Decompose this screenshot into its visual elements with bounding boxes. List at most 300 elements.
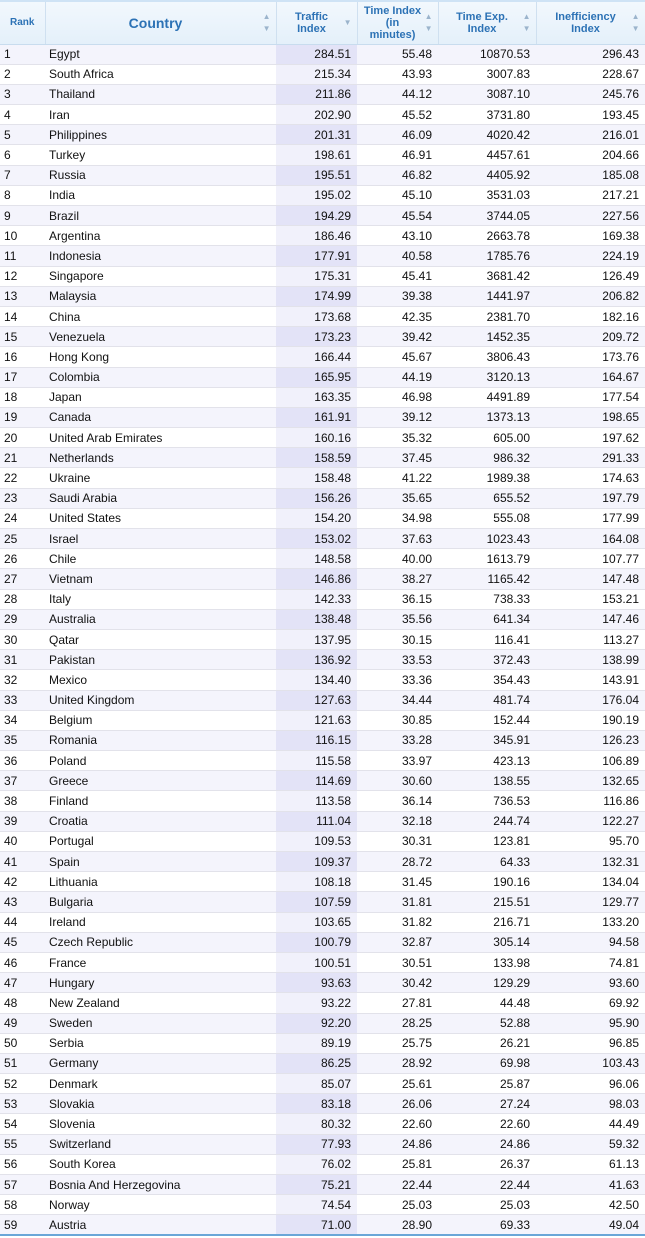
rank-cell: 29	[0, 609, 45, 629]
inefficiency-index-cell: 107.77	[536, 549, 645, 569]
traffic-index-cell: 156.26	[276, 488, 357, 508]
time-index-cell: 28.72	[357, 852, 438, 872]
time-exp-index-cell: 4491.89	[438, 387, 536, 407]
rank-cell: 16	[0, 347, 45, 367]
table-row	[0, 428, 645, 448]
rank-cell: 4	[0, 105, 45, 125]
table-row	[0, 246, 645, 266]
traffic-index-cell: 93.22	[276, 993, 357, 1013]
traffic-index-cell: 127.63	[276, 690, 357, 710]
traffic-index-cell: 100.79	[276, 932, 357, 952]
country-cell: United Kingdom	[45, 690, 276, 710]
time-exp-index-cell: 3087.10	[438, 84, 536, 104]
table-row	[0, 1175, 645, 1195]
rank-cell: 40	[0, 831, 45, 851]
time-index-cell: 46.91	[357, 145, 438, 165]
traffic-index-cell: 161.91	[276, 407, 357, 427]
traffic-index-cell: 76.02	[276, 1154, 357, 1174]
table-row	[0, 973, 645, 993]
traffic-index-cell: 175.31	[276, 266, 357, 286]
table-row	[0, 872, 645, 892]
traffic-index-cell: 202.90	[276, 105, 357, 125]
country-cell: New Zealand	[45, 993, 276, 1013]
time-exp-index-cell: 52.88	[438, 1013, 536, 1033]
inefficiency-index-cell: 96.06	[536, 1074, 645, 1094]
inefficiency-index-cell: 49.04	[536, 1215, 645, 1235]
inefficiency-index-cell: 126.49	[536, 266, 645, 286]
traffic-index-cell: 80.32	[276, 1114, 357, 1134]
time-exp-index-cell: 69.98	[438, 1053, 536, 1073]
time-exp-index-cell: 44.48	[438, 993, 536, 1013]
traffic-index-cell: 100.51	[276, 952, 357, 972]
inefficiency-index-cell: 96.85	[536, 1033, 645, 1053]
time-index-cell: 30.15	[357, 629, 438, 649]
rank-cell: 44	[0, 912, 45, 932]
traffic-index-cell: 111.04	[276, 811, 357, 831]
table-row	[0, 892, 645, 912]
time-index-cell: 40.58	[357, 246, 438, 266]
inefficiency-index-cell: 59.32	[536, 1134, 645, 1154]
inefficiency-index-cell: 153.21	[536, 589, 645, 609]
country-cell: Ukraine	[45, 468, 276, 488]
traffic-index-cell: 215.34	[276, 64, 357, 84]
rank-cell: 14	[0, 306, 45, 326]
rank-cell: 54	[0, 1114, 45, 1134]
rank-cell: 53	[0, 1094, 45, 1114]
time-index-cell: 30.42	[357, 973, 438, 993]
country-cell: Philippines	[45, 125, 276, 145]
inefficiency-index-cell: 193.45	[536, 105, 645, 125]
time-exp-index-cell: 1613.79	[438, 549, 536, 569]
time-index-cell: 39.12	[357, 407, 438, 427]
traffic-index-cell: 138.48	[276, 609, 357, 629]
traffic-index-cell: 158.48	[276, 468, 357, 488]
rank-cell: 19	[0, 407, 45, 427]
table-row	[0, 448, 645, 468]
column-header-time-index[interactable]	[357, 1, 438, 44]
inefficiency-index-cell: 106.89	[536, 751, 645, 771]
country-cell: Japan	[45, 387, 276, 407]
time-index-cell: 39.38	[357, 286, 438, 306]
table-row	[0, 508, 645, 528]
rank-cell: 21	[0, 448, 45, 468]
country-cell: Russia	[45, 165, 276, 185]
time-index-cell: 27.81	[357, 993, 438, 1013]
time-index-cell: 44.12	[357, 84, 438, 104]
rank-cell: 36	[0, 751, 45, 771]
rank-cell: 51	[0, 1053, 45, 1073]
country-cell: Switzerland	[45, 1134, 276, 1154]
traffic-index-cell: 71.00	[276, 1215, 357, 1235]
table-row	[0, 771, 645, 791]
traffic-index-cell: 136.92	[276, 650, 357, 670]
rank-cell: 38	[0, 791, 45, 811]
traffic-index-cell: 186.46	[276, 226, 357, 246]
table-row	[0, 1094, 645, 1114]
column-header-inefficiency-index[interactable]	[536, 1, 645, 44]
country-cell: Czech Republic	[45, 932, 276, 952]
table-row	[0, 367, 645, 387]
rank-cell: 27	[0, 569, 45, 589]
rank-cell: 59	[0, 1215, 45, 1235]
country-cell: Austria	[45, 1215, 276, 1235]
time-exp-index-cell: 4405.92	[438, 165, 536, 185]
country-cell: Egypt	[45, 44, 276, 64]
time-exp-index-cell: 555.08	[438, 508, 536, 528]
time-index-cell: 41.22	[357, 468, 438, 488]
country-cell: Bosnia And Herzegovina	[45, 1175, 276, 1195]
country-cell: Argentina	[45, 226, 276, 246]
table-row	[0, 327, 645, 347]
time-exp-index-cell: 123.81	[438, 831, 536, 851]
country-cell: United Arab Emirates	[45, 428, 276, 448]
rank-cell: 50	[0, 1033, 45, 1053]
time-index-cell: 44.19	[357, 367, 438, 387]
inefficiency-index-cell: 228.67	[536, 64, 645, 84]
rank-cell: 39	[0, 811, 45, 831]
rank-cell: 34	[0, 710, 45, 730]
time-exp-index-cell: 3531.03	[438, 185, 536, 205]
rank-cell: 10	[0, 226, 45, 246]
time-index-cell: 37.45	[357, 448, 438, 468]
time-index-cell: 35.65	[357, 488, 438, 508]
inefficiency-index-cell: 216.01	[536, 125, 645, 145]
inefficiency-index-cell: 98.03	[536, 1094, 645, 1114]
time-index-cell: 31.81	[357, 892, 438, 912]
country-cell: Bulgaria	[45, 892, 276, 912]
time-exp-index-cell: 22.44	[438, 1175, 536, 1195]
table-row	[0, 488, 645, 508]
inefficiency-index-cell: 94.58	[536, 932, 645, 952]
inefficiency-index-cell: 69.92	[536, 993, 645, 1013]
table-row	[0, 206, 645, 226]
table-row	[0, 84, 645, 104]
inefficiency-index-cell: 147.48	[536, 569, 645, 589]
country-cell: Germany	[45, 1053, 276, 1073]
traffic-index-cell: 89.19	[276, 1033, 357, 1053]
rank-cell: 5	[0, 125, 45, 145]
table-row	[0, 650, 645, 670]
country-cell: Vietnam	[45, 569, 276, 589]
traffic-index-cell: 75.21	[276, 1175, 357, 1195]
inefficiency-header-label: Inefficiency Index	[555, 10, 616, 35]
table-row	[0, 690, 645, 710]
rank-cell: 47	[0, 973, 45, 993]
time-index-cell: 33.53	[357, 650, 438, 670]
time-exp-index-cell: 3681.42	[438, 266, 536, 286]
table-row	[0, 64, 645, 84]
rank-cell: 11	[0, 246, 45, 266]
time-index-cell: 45.52	[357, 105, 438, 125]
table-row	[0, 1074, 645, 1094]
traffic-index-cell: 114.69	[276, 771, 357, 791]
inefficiency-index-cell: 129.77	[536, 892, 645, 912]
time-exp-index-cell: 372.43	[438, 650, 536, 670]
time-index-cell: 45.67	[357, 347, 438, 367]
traffic-index-cell: 137.95	[276, 629, 357, 649]
country-cell: Saudi Arabia	[45, 488, 276, 508]
country-cell: Lithuania	[45, 872, 276, 892]
time-exp-index-cell: 1785.76	[438, 246, 536, 266]
inefficiency-index-cell: 95.70	[536, 831, 645, 851]
rank-cell: 18	[0, 387, 45, 407]
time-exp-index-cell: 24.86	[438, 1134, 536, 1154]
rank-cell: 57	[0, 1175, 45, 1195]
traffic-index-cell: 116.15	[276, 730, 357, 750]
sort-both-icon: ▲ ▼	[522, 11, 531, 33]
country-cell: Norway	[45, 1195, 276, 1215]
table-row	[0, 529, 645, 549]
time-index-cell: 42.35	[357, 306, 438, 326]
country-cell: Greece	[45, 771, 276, 791]
time-index-cell: 26.06	[357, 1094, 438, 1114]
country-cell: Denmark	[45, 1074, 276, 1094]
traffic-index-cell: 177.91	[276, 246, 357, 266]
time-index-cell: 33.97	[357, 751, 438, 771]
time-exp-index-cell: 3007.83	[438, 64, 536, 84]
inefficiency-index-cell: 143.91	[536, 670, 645, 690]
table-row	[0, 670, 645, 690]
country-cell: Poland	[45, 751, 276, 771]
traffic-index-cell: 154.20	[276, 508, 357, 528]
time-header-label: Time Index (in minutes)	[363, 4, 422, 41]
table-row	[0, 811, 645, 831]
time-index-cell: 45.10	[357, 185, 438, 205]
traffic-index-cell: 153.02	[276, 529, 357, 549]
rank-cell: 24	[0, 508, 45, 528]
time-index-cell: 25.81	[357, 1154, 438, 1174]
country-cell: Turkey	[45, 145, 276, 165]
rank-cell: 48	[0, 993, 45, 1013]
inefficiency-index-cell: 217.21	[536, 185, 645, 205]
inefficiency-index-cell: 174.63	[536, 468, 645, 488]
time-index-cell: 36.15	[357, 589, 438, 609]
table-row	[0, 852, 645, 872]
time-exp-index-cell: 1441.97	[438, 286, 536, 306]
rank-cell: 2	[0, 64, 45, 84]
traffic-index-cell: 113.58	[276, 791, 357, 811]
sort-both-icon: ▲ ▼	[262, 11, 271, 33]
inefficiency-index-cell: 61.13	[536, 1154, 645, 1174]
time-index-cell: 33.36	[357, 670, 438, 690]
country-cell: Colombia	[45, 367, 276, 387]
table-body	[0, 44, 645, 1235]
rank-cell: 25	[0, 529, 45, 549]
traffic-header-label: Traffic Index	[294, 10, 328, 35]
table-row	[0, 589, 645, 609]
country-cell: India	[45, 185, 276, 205]
table-row	[0, 1134, 645, 1154]
rank-cell: 3	[0, 84, 45, 104]
country-cell: Slovakia	[45, 1094, 276, 1114]
traffic-index-cell: 165.95	[276, 367, 357, 387]
rank-cell: 28	[0, 589, 45, 609]
country-cell: Australia	[45, 609, 276, 629]
rank-cell: 31	[0, 650, 45, 670]
sort-both-icon: ▲ ▼	[424, 11, 433, 33]
country-cell: Finland	[45, 791, 276, 811]
inefficiency-index-cell: 245.76	[536, 84, 645, 104]
inefficiency-index-cell: 122.27	[536, 811, 645, 831]
inefficiency-index-cell: 113.27	[536, 629, 645, 649]
inefficiency-index-cell: 227.56	[536, 206, 645, 226]
table-row	[0, 105, 645, 125]
rank-cell: 6	[0, 145, 45, 165]
inefficiency-index-cell: 103.43	[536, 1053, 645, 1073]
table-row	[0, 286, 645, 306]
sort-descending-icon: ▼	[343, 17, 352, 27]
country-cell: Israel	[45, 529, 276, 549]
rank-cell: 30	[0, 629, 45, 649]
inefficiency-index-cell: 164.08	[536, 529, 645, 549]
inefficiency-index-cell: 177.54	[536, 387, 645, 407]
traffic-index-cell: 86.25	[276, 1053, 357, 1073]
sort-both-icon: ▲ ▼	[631, 11, 640, 33]
inefficiency-index-cell: 296.43	[536, 44, 645, 64]
rank-cell: 9	[0, 206, 45, 226]
column-header-rank[interactable]	[0, 1, 45, 44]
table-row	[0, 730, 645, 750]
table-row	[0, 912, 645, 932]
traffic-index-cell: 108.18	[276, 872, 357, 892]
time-index-cell: 46.09	[357, 125, 438, 145]
time-exp-index-cell: 22.60	[438, 1114, 536, 1134]
rank-cell: 12	[0, 266, 45, 286]
table-row	[0, 791, 645, 811]
table-row	[0, 44, 645, 64]
inefficiency-index-cell: 182.16	[536, 306, 645, 326]
inefficiency-index-cell: 138.99	[536, 650, 645, 670]
time-exp-index-cell: 986.32	[438, 448, 536, 468]
rank-cell: 13	[0, 286, 45, 306]
time-exp-index-cell: 345.91	[438, 730, 536, 750]
time-exp-index-cell: 244.74	[438, 811, 536, 831]
country-header-label: Country	[128, 14, 183, 31]
table-row	[0, 468, 645, 488]
time-index-cell: 22.60	[357, 1114, 438, 1134]
time-exp-index-cell: 152.44	[438, 710, 536, 730]
rank-cell: 26	[0, 549, 45, 569]
time-index-cell: 39.42	[357, 327, 438, 347]
rank-cell: 15	[0, 327, 45, 347]
country-cell: Mexico	[45, 670, 276, 690]
inefficiency-index-cell: 132.31	[536, 852, 645, 872]
country-cell: Qatar	[45, 629, 276, 649]
rank-cell: 41	[0, 852, 45, 872]
time-index-cell: 45.41	[357, 266, 438, 286]
time-exp-index-cell: 423.13	[438, 751, 536, 771]
time-exp-index-cell: 27.24	[438, 1094, 536, 1114]
time-exp-index-cell: 1373.13	[438, 407, 536, 427]
column-header-traffic-index[interactable]	[276, 1, 357, 44]
time-exp-index-cell: 2663.78	[438, 226, 536, 246]
time-index-cell: 35.32	[357, 428, 438, 448]
traffic-index-cell: 148.58	[276, 549, 357, 569]
inefficiency-index-cell: 74.81	[536, 952, 645, 972]
table-row	[0, 1215, 645, 1235]
time-index-cell: 37.63	[357, 529, 438, 549]
traffic-index-cell: 146.86	[276, 569, 357, 589]
inefficiency-index-cell: 197.79	[536, 488, 645, 508]
table-row	[0, 1154, 645, 1174]
table-row	[0, 185, 645, 205]
country-cell: Slovenia	[45, 1114, 276, 1134]
time-index-cell: 38.27	[357, 569, 438, 589]
time-exp-index-cell: 26.21	[438, 1033, 536, 1053]
traffic-index-cell: 109.37	[276, 852, 357, 872]
header-row	[0, 1, 645, 44]
table-row	[0, 387, 645, 407]
country-cell: Chile	[45, 549, 276, 569]
rank-cell: 32	[0, 670, 45, 690]
time-index-cell: 30.31	[357, 831, 438, 851]
rank-cell: 23	[0, 488, 45, 508]
time-index-cell: 36.14	[357, 791, 438, 811]
rank-cell: 8	[0, 185, 45, 205]
country-cell: Romania	[45, 730, 276, 750]
column-header-time-exp-index[interactable]	[438, 1, 536, 44]
time-index-cell: 28.92	[357, 1053, 438, 1073]
inefficiency-index-cell: 41.63	[536, 1175, 645, 1195]
time-exp-index-cell: 26.37	[438, 1154, 536, 1174]
country-cell: France	[45, 952, 276, 972]
rank-cell: 22	[0, 468, 45, 488]
traffic-index-cell: 198.61	[276, 145, 357, 165]
table-row	[0, 1195, 645, 1215]
inefficiency-index-cell: 190.19	[536, 710, 645, 730]
time-exp-index-cell: 4020.42	[438, 125, 536, 145]
time-exp-index-cell: 25.87	[438, 1074, 536, 1094]
table-row	[0, 710, 645, 730]
table-row	[0, 549, 645, 569]
table-row	[0, 932, 645, 952]
rank-cell: 46	[0, 952, 45, 972]
time-index-cell: 33.28	[357, 730, 438, 750]
time-exp-index-cell: 354.43	[438, 670, 536, 690]
time-index-cell: 46.82	[357, 165, 438, 185]
country-cell: Brazil	[45, 206, 276, 226]
time-index-cell: 31.82	[357, 912, 438, 932]
table-row	[0, 145, 645, 165]
inefficiency-index-cell: 204.66	[536, 145, 645, 165]
time-exp-index-cell: 138.55	[438, 771, 536, 791]
table-row	[0, 226, 645, 246]
time-exp-index-cell: 736.53	[438, 791, 536, 811]
time-index-cell: 32.18	[357, 811, 438, 831]
rank-cell: 1	[0, 44, 45, 64]
time-index-cell: 30.60	[357, 771, 438, 791]
time-exp-index-cell: 215.51	[438, 892, 536, 912]
country-cell: Hungary	[45, 973, 276, 993]
table-row	[0, 831, 645, 851]
traffic-index-cell: 158.59	[276, 448, 357, 468]
country-cell: Venezuela	[45, 327, 276, 347]
inefficiency-index-cell: 126.23	[536, 730, 645, 750]
column-header-country[interactable]	[45, 1, 276, 44]
time-index-cell: 25.03	[357, 1195, 438, 1215]
traffic-index-cell: 77.93	[276, 1134, 357, 1154]
traffic-index-cell: 134.40	[276, 670, 357, 690]
country-cell: Ireland	[45, 912, 276, 932]
time-exp-index-cell: 305.14	[438, 932, 536, 952]
traffic-index-cell: 74.54	[276, 1195, 357, 1215]
time-exp-index-cell: 216.71	[438, 912, 536, 932]
time-index-cell: 35.56	[357, 609, 438, 629]
time-exp-index-cell: 3120.13	[438, 367, 536, 387]
time-index-cell: 34.44	[357, 690, 438, 710]
rank-cell: 37	[0, 771, 45, 791]
country-cell: United States	[45, 508, 276, 528]
